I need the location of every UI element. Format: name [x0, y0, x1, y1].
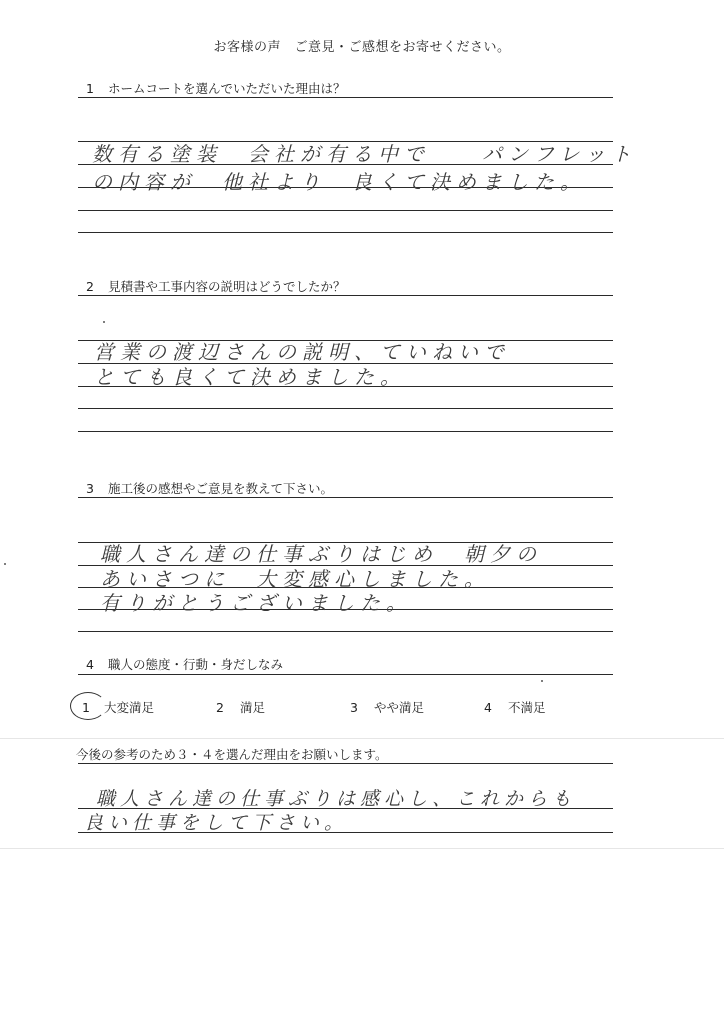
rating-label: 不満足	[507, 700, 546, 715]
rating-number: 2	[216, 700, 224, 715]
scan-speck	[4, 563, 6, 565]
handwritten-answer-line: 職人さん達の仕事ぶりは感心し、これからも	[96, 788, 577, 810]
handwritten-answer-line: あいさつに 大変感心しました。	[100, 567, 490, 591]
question-1	[86, 79, 346, 97]
scan-speck	[103, 321, 105, 323]
scan-artifact-line	[0, 738, 724, 739]
scan-artifact-line	[0, 848, 724, 849]
scan-speck	[541, 680, 543, 682]
handwritten-answer-line: とても良くて決めました。	[94, 365, 406, 389]
answer-line	[78, 674, 613, 675]
page-title: お客様の声 ご意見・ご感想をお寄せください。	[213, 40, 511, 55]
rating-number: 1	[82, 700, 90, 715]
handwritten-answer-line: 有りがとうございました。	[100, 591, 412, 615]
handwritten-answer-line: 職人さん達の仕事ぶりはじめ 朝夕の	[100, 542, 542, 566]
answer-line	[78, 763, 613, 764]
rating-label: 大変満足	[103, 700, 154, 715]
question-number: 2	[86, 279, 94, 294]
rating-option-4[interactable]	[484, 698, 545, 716]
question-text: ホームコートを選んでいただいた理由は？	[108, 81, 346, 96]
question-3	[86, 479, 333, 497]
answer-line	[78, 631, 613, 632]
question-2	[86, 277, 346, 295]
answer-line	[78, 408, 613, 409]
rating-option-1[interactable]	[82, 698, 154, 716]
answer-line	[78, 431, 613, 432]
handwritten-answer-line: の内容が 他社より 良くて決めました。	[92, 170, 586, 194]
rating-option-3[interactable]	[350, 698, 424, 716]
question-number: 4	[86, 657, 94, 672]
rating-options	[0, 698, 724, 720]
question-4	[86, 655, 283, 673]
question-text: 見積書や工事内容の説明はどうでしたか？	[108, 279, 346, 294]
answer-line	[78, 210, 613, 211]
answer-line	[78, 97, 613, 98]
rating-number: 4	[484, 700, 492, 715]
rating-number: 3	[350, 700, 358, 715]
handwritten-answer-line: 数有る塗装 会社が有る中で パンフレット	[92, 142, 637, 166]
rating-label: 満足	[239, 700, 265, 715]
handwritten-answer-line: 良い仕事をして下さい。	[84, 812, 349, 834]
followup-question: 今後の参考のため３・４を選んだ理由をお願いします。	[76, 747, 388, 762]
answer-line	[78, 295, 613, 296]
answer-line	[78, 497, 613, 498]
answer-line	[78, 232, 613, 233]
handwritten-answer-line: 営業の渡辺さんの説明、ていねいで	[94, 340, 510, 364]
question-number: 1	[86, 81, 94, 96]
rating-option-2[interactable]	[216, 698, 265, 716]
rating-label: やや満足	[373, 700, 424, 715]
question-number: 3	[86, 481, 94, 496]
question-text: 施工後の感想やご意見を教えて下さい。	[108, 481, 334, 496]
question-text: 職人の態度・行動・身だしなみ	[108, 657, 284, 672]
